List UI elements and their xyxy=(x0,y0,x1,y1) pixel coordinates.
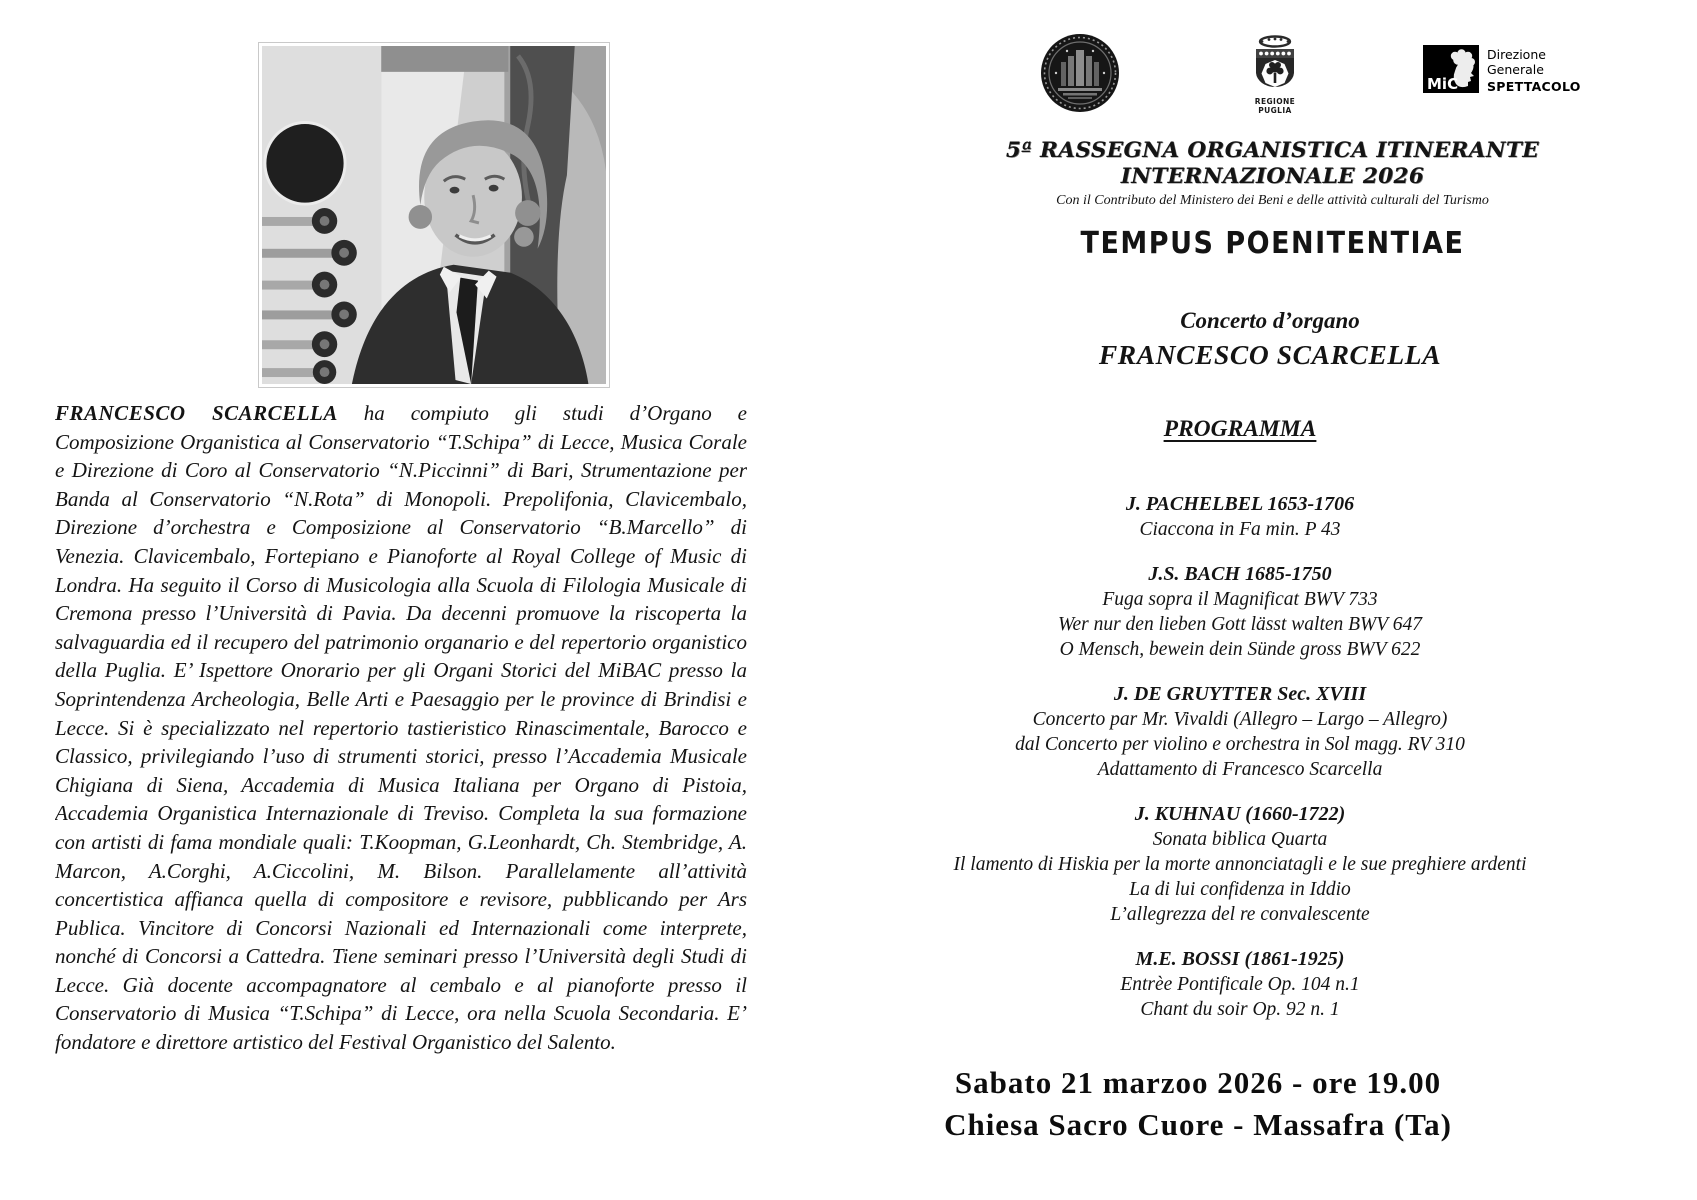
bio-line: Classico, privilegiando l’uso di strumenti storici, presso l’Accademia Musicale xyxy=(55,744,747,769)
composer-line: M.E. BOSSI (1861-1925) xyxy=(1135,948,1345,970)
program-heading: PROGRAMMA xyxy=(1163,416,1317,442)
work-line: Il lamento di Hiskia per la morte annonciatagli e le sue preghiere ardenti xyxy=(953,854,1527,875)
composer-line: J.S. BACH 1685-1750 xyxy=(1148,563,1332,585)
work-line: Ciaccona in Fa min. P 43 xyxy=(1139,519,1341,540)
festival-edition: INTERNAZIONALE 2026 xyxy=(1120,164,1425,189)
work-line: Chant du soir Op. 92 n. 1 xyxy=(1140,999,1340,1020)
work-line: La di lui confidenza in Iddio xyxy=(1129,879,1351,900)
svg-text:MiC: MiC xyxy=(1427,75,1459,93)
event-title: TEMPUS POENITENTIAE xyxy=(1080,226,1465,261)
regione-puglia-crest-icon xyxy=(1245,35,1305,91)
performer-name: FRANCESCO SCARCELLA xyxy=(1098,339,1442,370)
bio-line: Banda al Conservatorio “N.Rota” di Monopoli. Prepolifonia, Clavicembalo, xyxy=(55,486,747,511)
bio-line: Conservatorio di Musica “T.Schipa” di Lecce, ora nella Scuola Secondaria. E’ xyxy=(55,1001,747,1026)
composer-line: J. KUHNAU (1660-1722) xyxy=(1134,803,1346,825)
bio-line: Publica. Vincitore di Concorsi Nazionali ed Internazionali come interprete, xyxy=(55,915,747,940)
work-line: Entrèe Pontificale Op. 104 n.1 xyxy=(1120,974,1360,995)
mic-logo xyxy=(1423,45,1581,94)
work-line: Sonata biblica Quarta xyxy=(1152,829,1328,850)
work-line: Adattamento di Francesco Scarcella xyxy=(1097,759,1383,780)
concert-date: Sabato 21 marzoo 2026 - ore 19.00 xyxy=(954,1065,1442,1100)
bio-line: Accademia Organistica Internazionale di Treviso. Completa la sua formazione xyxy=(55,801,747,826)
work-line: dal Concerto per violino e orchestra in Sol magg. RV 310 xyxy=(1015,734,1465,755)
program-heading-wrap xyxy=(940,414,1540,444)
concert-type: Concerto d’organo xyxy=(1180,308,1360,333)
composer-line: J. DE GRUYTTER Sec. XVIII xyxy=(1113,683,1367,705)
bio-line: Marcon, A.Corghi, A.Ciccolini, M. Bilson. Parallelamente all’attività xyxy=(55,858,747,883)
program-group xyxy=(920,947,1560,1022)
mic-dg-line3: SPETTACOLO xyxy=(1487,79,1581,94)
bio-line: concertistica affianca quella di compositore e revisore, pubblicando per Ars xyxy=(55,887,747,912)
work-line: Concerto par Mr. Vivaldi (Allegro – Largo – Allegro) xyxy=(1032,709,1448,730)
concert-venue: Chiesa Sacro Cuore - Massafra (Ta) xyxy=(944,1107,1452,1142)
concert-header xyxy=(940,306,1600,372)
festival-title: 5ª RASSEGNA ORGANISTICA ITINERANTE xyxy=(1005,138,1540,163)
bio-line: Lecce. Si è specializzato nel repertorio tastieristico Rinascimentale, Barocco e xyxy=(55,715,747,740)
program-group xyxy=(920,802,1560,927)
funding-credit: Con il Contributo del Ministero dei Beni e delle attività culturali del Turismo xyxy=(1056,193,1489,208)
mic-dg-spettacolo-label xyxy=(1487,45,1581,94)
regione-puglia-caption: REGIONE PUGLIA xyxy=(1254,97,1296,115)
event-when-where xyxy=(898,1062,1498,1146)
bio-line: Composizione Organistica al Conservatorio “T.Schipa” di Lecce, Musica Corale xyxy=(55,429,747,454)
event-title-wrap xyxy=(940,226,1605,261)
bio-line: Cremona presso l’Università di Pavia. Da decenni promuove la riscoperta la xyxy=(55,601,747,626)
portrait-photo xyxy=(258,42,610,388)
bio-line: Lecce. Già docente accompagnatore al cembalo e al pianoforte presso il xyxy=(55,972,747,997)
bio-line: salvaguardia ed il recupero del patrimonio organario e del repertorio organistico xyxy=(55,629,747,654)
bio-line: Venezia. Clavicembalo, Fortepiano e Pianoforte al Royal College of Music di xyxy=(55,543,747,568)
bio-line: e Direzione di Coro al Conservatorio “N.Piccinni” di Bari, Strumentazione per xyxy=(55,458,747,483)
regione-puglia-logo xyxy=(1243,35,1307,115)
portrait-photo-image xyxy=(262,46,606,384)
festival-seal-icon xyxy=(1040,33,1120,113)
bio-line: della Puglia. E’ Ispettore Onorario per gli Organi Storici del MiBAC presso la xyxy=(55,658,747,683)
festival-seal-logo xyxy=(1040,33,1120,113)
work-line: Fuga sopra il Magnificat BWV 733 xyxy=(1102,589,1378,610)
biography-text xyxy=(55,399,747,1057)
program-list xyxy=(920,492,1560,1042)
bio-line: fondatore e direttore artistico del Festival Organistico del Salento. xyxy=(55,1030,616,1055)
bio-line: Direzione d’orchestra e Composizione al Conservatorio “B.Marcello” di xyxy=(55,515,747,540)
work-line: Wer nur den lieben Gott lässt walten BWV 647 xyxy=(1058,614,1422,635)
mic-dg-line2: Generale xyxy=(1487,62,1544,77)
mic-icon xyxy=(1423,45,1479,93)
bio-line: Soprintendenza Archeologia, Belle Arti e Paesaggio per le province di Brindisi e xyxy=(55,686,747,711)
bio-line: FRANCESCO SCARCELLA ha compiuto gli studi d’Organo e xyxy=(55,401,747,425)
festival-title-block xyxy=(940,138,1605,209)
bio-line: con artisti di fama mondiale quali: T.Koopman, G.Leonhardt, Ch. Stembridge, A. xyxy=(55,829,747,854)
bio-line: nonché di Concorsi a Cattedra. Tiene seminari presso l’Università degli Studi di xyxy=(55,944,747,969)
bio-line: Chigiana di Siena, Accademia di Musica Italiana per Organo di Pistoia, xyxy=(55,772,747,797)
composer-line: J. PACHELBEL 1653-1706 xyxy=(1125,493,1355,515)
bio-line: Londra. Ha seguito il Corso di Musicologia alla Scuola di Filologia Musicale di xyxy=(55,572,747,597)
performer-name-bold: FRANCESCO SCARCELLA xyxy=(55,401,338,425)
work-line: O Mensch, bewein dein Sünde gross BWV 622 xyxy=(1059,639,1421,660)
work-line: L’allegrezza del re convalescente xyxy=(1110,904,1370,925)
program-group xyxy=(920,682,1560,782)
program-group xyxy=(920,562,1560,662)
program-group xyxy=(920,492,1560,542)
mic-dg-line1: Direzione xyxy=(1487,47,1546,62)
